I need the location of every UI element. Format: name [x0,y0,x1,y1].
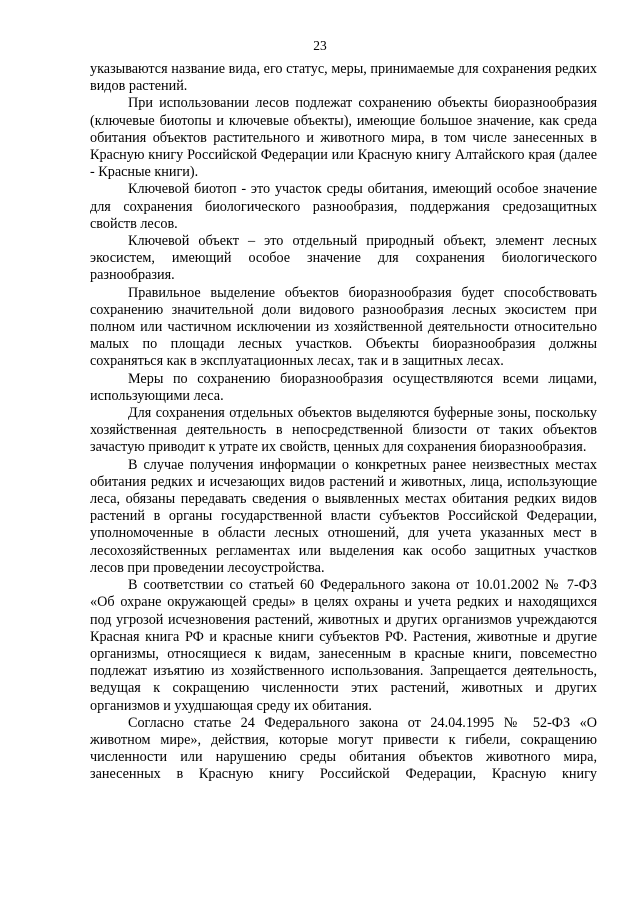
paragraph-article-24: Согласно статье 24 Федерального закона от 24.04.1995 № 52-ФЗ «О животном мире», действия, которые могут привести к гибели, сокращению численности или нарушению среды обитания объектов животного мира, занесенных в Красную книгу Российской Федерации, Красную книгу [90,714,597,783]
page-number: 23 [313,38,327,53]
paragraph-article-60: В соответствии со статьей 60 Федерального закона от 10.01.2002 № 7-ФЗ «Об охране окружающей среды» в целях охраны и учета редких и находящихся под угрозой исчезновения растений, животных и других организмов учреждаются Красная книга РФ и красные книги субъектов РФ. Растения, животные и другие организмы, относящиеся к видам, занесенным в красные книги, повсеместно подлежат изъятию из хозяйственного использования. Запрещается деятельность, ведущая к сокращению численности этих растений, животных и других организмов и ухудшающая среду их обитания. [90,577,597,714]
paragraph-continuation: указываются название вида, его статус, меры, принимаемые для сохранения редких видов растений. [90,61,597,95]
paragraph-conservation-measures: Меры по сохранению биоразнообразия осуществляются всеми лицами, использующими леса. [90,370,597,404]
paragraph-biodiversity-objects: При использовании лесов подлежат сохранению объекты биоразнообразия (ключевые биотопы и ключевые объекты), имеющие большое значение, как среда обитания объектов растительного и животного мира, в том числе занесенных в Красную книгу Российской Федерации или Красную книгу Алтайского края (далее - Красные книги). [90,95,597,181]
paragraph-key-object: Ключевой объект – это отдельный природный объект, элемент лесных экосистем, имеющий особое значение для сохранения биологического разнообразия. [90,233,597,284]
paragraph-key-biotope: Ключевой биотоп - это участок среды обитания, имеющий особое значение для сохранения биологического разнообразия, поддержания средозащитных свойств лесов. [90,181,597,232]
paragraph-new-habitats: В случае получения информации о конкретных ранее неизвестных местах обитания редких и исчезающих видов растений и животных, лица, использующие леса, обязаны передавать сведения о выявленных местах обитания редких видов растений в органы государственной власти субъектов Российской Федерации, уполномоченные в области лесных отношений, для учета указанных мест в лесохозяйственных регламентах или выделения как особо защитных участков лесов при проведении лесоустройства. [90,456,597,576]
body-text [90,61,597,784]
paragraph-buffer-zones: Для сохранения отдельных объектов выделяются буферные зоны, поскольку хозяйственная деятельность в непосредственной близости от таких объектов зачастую приводит к утрате их свойств, ценных для сохранения биоразнообразия. [90,405,597,456]
paragraph-correct-selection: Правильное выделение объектов биоразнообразия будет способствовать сохранению значительной доли видового разнообразия лесных экосистем при полном или частичном исключении из хозяйственной деятельности относительно малых по площади лесных участков. Объекты биоразнообразия должны сохраняться как в эксплуатационных лесах, так и в защитных лесах. [90,284,597,370]
